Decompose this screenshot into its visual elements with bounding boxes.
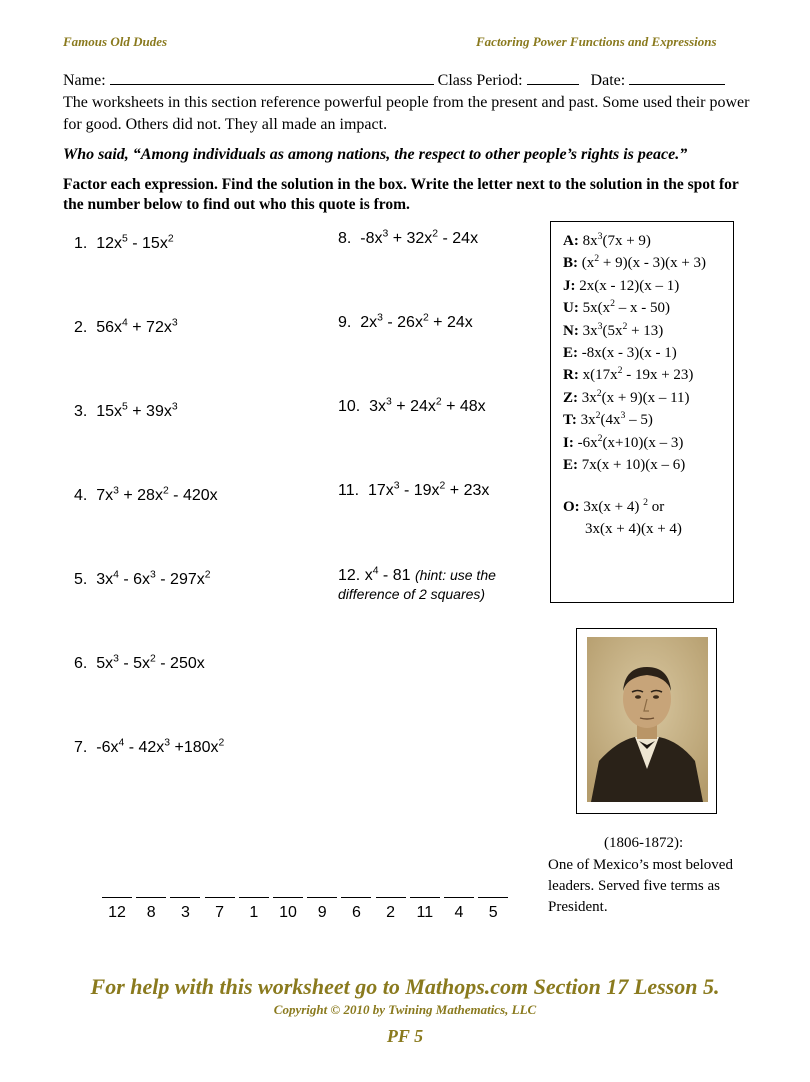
problem-expression: $3x^3 + 24x^2 + 48x$ (369, 396, 486, 415)
answer-letter: T (563, 412, 572, 429)
blank-number: 9 (317, 904, 327, 921)
blank-number: 10 (279, 904, 297, 921)
answer-item: T: $3x^2(4x^3 - 5)$ (563, 410, 653, 429)
portrait-image (577, 629, 716, 813)
answer-blank-slot[interactable] (239, 896, 269, 922)
problem-8 (338, 230, 478, 248)
blank-number: 7 (215, 904, 225, 921)
problem-12-hint: (hint: use the difference of 2 squares) (338, 567, 496, 602)
answer-item: E: 7x(x + 10)(x – 6) (563, 457, 686, 474)
answer-o-line2: 3x(x + 4)(x + 4) (585, 521, 682, 538)
blank-line[interactable] (376, 896, 406, 898)
answer-letter: J (563, 277, 571, 294)
problem-number: 8. (338, 230, 352, 247)
blank-number: 5 (488, 904, 498, 921)
portrait-dates: (1806-1872): (604, 835, 684, 851)
portrait-frame (576, 628, 717, 814)
problem-4 (74, 487, 218, 505)
problem-7 (74, 739, 224, 757)
problem-expression: $7x^3 + 28x^2 - 420x$ (96, 485, 218, 504)
answer-blank-slot[interactable] (444, 896, 474, 922)
answer-o: O: 3x(x + 4) $^2$ or 3x(x + 4)(x + 4) (563, 496, 682, 541)
instructions: Factor each expression. Find the solution in the box. Write the letter next to the solution in the spot for the number below to find out who this quote is from. (63, 176, 739, 213)
answer-text: 2x(x - 12)(x – 1) (579, 277, 680, 294)
blank-line[interactable] (444, 896, 474, 898)
blank-number: 3 (180, 904, 190, 921)
answer-letter: N (563, 322, 574, 339)
answer-item: Z: $3x^2(x + 9)(x - 11)$ (563, 387, 690, 406)
answer-blank-slot[interactable] (102, 896, 132, 922)
problem-number: 5. (74, 571, 88, 588)
answer-text: $3x^3(5x^2 + 13)$ (582, 320, 664, 339)
problem-expression: $15x^5 + 39x^3$ (96, 401, 178, 420)
problem-number: 12. (338, 567, 361, 584)
footer-copyright: Copyright © 2010 by Twining Mathematics, LLC (273, 1002, 537, 1017)
answer-letter: A (563, 233, 574, 249)
answer-letter: E (563, 345, 574, 362)
blank-number: 6 (351, 904, 361, 921)
class-period-label: Class Period: (437, 72, 523, 89)
answer-blank-slot[interactable] (205, 896, 235, 922)
problem-5 (74, 571, 211, 589)
problem-expression: $-8x^3 + 32x^2 - 24x$ (360, 228, 479, 247)
blank-line[interactable] (136, 896, 166, 898)
answer-text: $3x^2(x + 9)(x - 11)$ (581, 387, 690, 406)
header-left: Famous Old Dudes (63, 34, 168, 49)
form-line (63, 70, 725, 92)
problem-expression: $3x^4 - 6x^3 - 297x^2$ (96, 569, 211, 588)
blank-number: 1 (249, 904, 259, 921)
header-right: Factoring Power Functions and Expressions (476, 34, 717, 49)
blank-line[interactable] (273, 896, 303, 898)
answer-item: E: -8x(x - 3)(x - 1) (563, 345, 677, 362)
blank-line[interactable] (478, 896, 508, 898)
answer-item: J: 2x(x - 12)(x – 1) (563, 277, 680, 294)
answer-text: 7x(x + 10)(x – 6) (581, 457, 686, 474)
problem-11 (338, 482, 489, 500)
problem-expression: $56x^4 + 72x^3$ (96, 317, 178, 336)
quote-question: Who said, “Among individuals as among nations, the respect to other people’s rights is peace.” (63, 146, 688, 163)
problem-expression: $2x^3 - 26x^2 + 24x$ (360, 312, 473, 331)
answer-text: $3x^2(4x^3 - 5)$ (580, 410, 653, 429)
problem-number: 11. (338, 482, 360, 499)
problem-number: 2. (74, 319, 88, 336)
problem-1 (74, 235, 174, 253)
date-label: Date: (590, 72, 626, 89)
answer-o-line1: 3x(x + 4) $^2$ or (583, 497, 665, 515)
blank-number: 11 (416, 904, 434, 921)
problem-3 (74, 403, 178, 421)
answer-item: N: $3x^3(5x^2 + 13)$ (563, 320, 664, 339)
problem-number: 6. (74, 655, 88, 672)
answer-item: I: $-6x^2(x+10)(x - 3)$ (563, 432, 684, 451)
date-field[interactable] (629, 70, 725, 85)
answer-letter: U (563, 300, 574, 317)
answer-blank-slot[interactable] (136, 896, 166, 922)
answer-text: $5x(x^2$ – x - 50) (582, 298, 670, 317)
answer-blank-slot[interactable] (273, 896, 303, 922)
answer-blank-slot[interactable] (170, 896, 200, 922)
blank-line[interactable] (307, 896, 337, 898)
answer-letter: O (563, 499, 575, 515)
blank-line[interactable] (239, 896, 269, 898)
problem-number: 3. (74, 403, 88, 420)
blank-line[interactable] (102, 896, 132, 898)
page-number: PF 5 (386, 1026, 424, 1046)
answer-blank-slot[interactable] (410, 896, 440, 922)
problem-expression: $17x^3 - 19x^2 + 23x$ (367, 480, 490, 499)
answer-blank-slot[interactable] (376, 896, 406, 922)
blank-line[interactable] (341, 896, 371, 898)
answer-text: $(x^2 + 9)(x - 3)(x + 3)$ (581, 253, 707, 272)
name-field[interactable] (110, 70, 434, 85)
problem-expression: $x^4 - 81$ (364, 565, 411, 584)
answer-letter: R (563, 367, 574, 384)
answer-item: U: $5x(x^2$ – x - 50) (563, 298, 670, 317)
problem-10 (338, 398, 486, 416)
name-label: Name: (63, 72, 106, 89)
answer-item: R: $x(17x^2 - 19x + 23)$ (563, 365, 694, 384)
blank-number: 8 (146, 904, 156, 921)
answer-text: $-6x^2(x+10)(x - 3)$ (577, 432, 684, 451)
blank-line[interactable] (205, 896, 235, 898)
answer-letter: E (563, 457, 574, 474)
answer-blank-slot[interactable] (307, 896, 337, 922)
problem-number: 7. (74, 739, 88, 756)
problem-number: 10. (338, 398, 361, 415)
answer-item: A: $8x^3(7x + 9)$ (563, 231, 651, 249)
blank-line[interactable] (170, 896, 200, 898)
answer-letter: Z (563, 389, 574, 406)
blank-number: 4 (454, 904, 464, 921)
answer-text: $x(17x^2 - 19x + 23)$ (582, 365, 694, 384)
answer-text: -8x(x - 3)(x - 1) (581, 345, 677, 362)
class-period-field[interactable] (527, 70, 579, 85)
answer-item: B: $(x^2 + 9)(x - 3)(x + 3)$ (563, 253, 707, 272)
problem-2 (74, 319, 178, 337)
footer-help: For help with this worksheet go to Mathops.com Section 17 Lesson 5. (90, 974, 720, 999)
answer-box (550, 221, 734, 603)
answer-blank-slot[interactable] (341, 896, 371, 922)
problem-expression: $12x^5 - 15x^2$ (96, 233, 174, 252)
problem-number: 4. (74, 487, 88, 504)
problem-expression: $5x^3 - 5x^2 - 250x$ (96, 653, 205, 672)
intro-text: The worksheets in this section reference powerful people from the present and past. Some used their power for good. Others did not. They all made an impact. (63, 94, 750, 133)
answer-list (563, 230, 706, 476)
answer-letter: B (563, 255, 574, 272)
answer-blank-slot[interactable] (478, 896, 508, 922)
blank-number: 12 (108, 904, 126, 921)
answer-letter: I (563, 434, 569, 451)
problem-number: 9. (338, 314, 352, 331)
problem-9 (338, 314, 473, 332)
problem-12 (338, 566, 538, 604)
portrait-caption: One of Mexico’s most beloved leaders. Served five terms as President. (548, 857, 733, 915)
problem-expression: $-6x^4 - 42x^3 +180x^2$ (96, 737, 225, 756)
problem-6 (74, 655, 205, 673)
blank-number: 2 (386, 904, 396, 921)
answer-text: $8x^3(7x + 9)$ (582, 231, 651, 249)
blank-line[interactable] (410, 896, 440, 898)
problem-number: 1. (74, 235, 88, 252)
